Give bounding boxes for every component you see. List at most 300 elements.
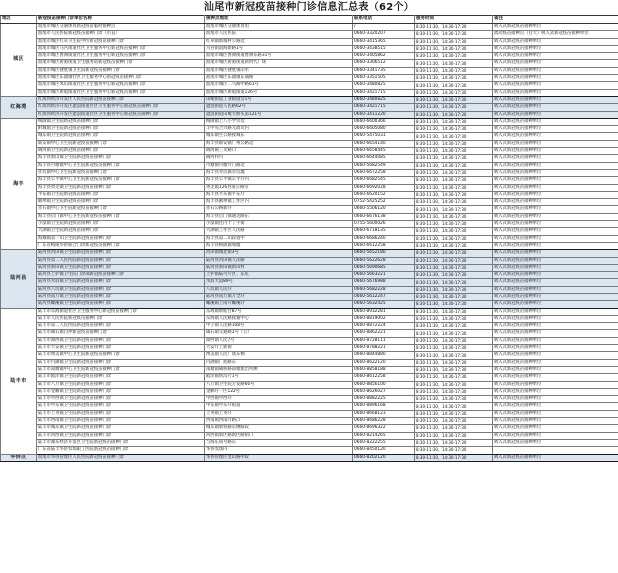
clinic-address-cell: 黄羌镇126县道公路旁 — [205, 184, 353, 191]
clinic-note-cell: 吸入式新冠疫苗接种单位 — [493, 38, 618, 45]
clinic-phone-cell: 0660-5690685 — [353, 264, 415, 271]
clinic-phone-cell: 0660-8862221 — [353, 330, 415, 337]
clinic-address-cell: 汕尾市人民医院 — [205, 31, 353, 38]
clinic-note-cell: 吸入式新冠疫苗接种单位 — [493, 24, 618, 31]
clinic-phone-cell: 0660-6658445 — [353, 148, 415, 155]
table-row — [1, 272, 618, 279]
clinic-phone-cell: 0752-5425252 — [353, 199, 415, 206]
clinic-note-cell: 吸入式新冠疫苗接种单位 — [493, 286, 618, 293]
clinic-time-cell: 8:30-11:30、14:30-17:30 — [415, 140, 493, 147]
clinic-address-cell: 华侨管理区奎山路中段 — [205, 454, 353, 461]
table-row — [1, 89, 618, 96]
clinic-phone-cell: 0660-8882225 — [353, 396, 415, 403]
clinic-time-cell: 8:30-11:30、14:30-17:30 — [415, 425, 493, 432]
clinic-time-cell: 8:30-11:30、14:30-17:30 — [415, 396, 493, 403]
table-row — [1, 301, 618, 308]
clinic-address-cell: 汕尾市城区捷胜镇山水 — [205, 67, 353, 74]
table-row — [1, 337, 618, 344]
clinic-phone-cell: 0660-8819002 — [353, 315, 415, 322]
clinic-time-cell: 8:30-11:30、14:30-17:30 — [415, 315, 493, 322]
clinic-phone-cell: 0660-3421715 — [353, 89, 415, 96]
clinic-phone-cell: 0660-8202120 — [353, 454, 415, 461]
clinic-name-cell: 广东省陆丰华侨农场职工医院新冠疫苗接种门诊 — [37, 447, 205, 454]
clinic-time-cell: 8:30-11:30、14:30-17:30 — [415, 31, 493, 38]
clinic-phone-cell: 0660-3421715 — [353, 104, 415, 111]
clinic-name-cell: 陆丰市八万镇卫生院新冠疫苗接种门诊 — [37, 381, 205, 388]
clinic-note-cell: 吸入式新冠疫苗接种单位 — [493, 111, 618, 118]
clinic-time-cell: 8:30-11:30、14:30-17:30 — [415, 235, 493, 242]
clinic-address-cell: 海丰县第二山段道中 — [205, 235, 353, 242]
clinic-time-cell: 8:30-11:30、14:30-17:30 — [415, 337, 493, 344]
clinic-name-cell: 汕尾市城区东涌镇社区卫生服务中心新冠疫苗接种门诊 — [37, 75, 205, 82]
table-row — [1, 366, 618, 373]
clinic-note-cell: 吸入式新冠疫苗接种单位 — [493, 155, 618, 162]
clinic-phone-cell: 0660-8668123 — [353, 410, 415, 417]
clinic-name-cell: 汕尾市人民医院新冠疫苗接种门诊（市直） — [37, 31, 205, 38]
clinic-phone-cell: 0755-5600026 — [353, 221, 415, 228]
clinic-phone-cell: 0660-8626027 — [353, 388, 415, 395]
clinic-time-cell: 8:30-11:30、14:30-17:30 — [415, 75, 493, 82]
clinic-time-cell: 8:30-11:30、14:30-17:30 — [415, 24, 493, 31]
clinic-time-cell: 8:30-11:30、14:30-17:30 — [415, 67, 493, 74]
clinic-time-cell: 8:30-11:30、14:30-17:30 — [415, 366, 493, 373]
clinic-time-cell: 8:30-11:30、14:30-17:30 — [415, 388, 493, 395]
clinic-address-cell: 陶河村内 — [205, 155, 353, 162]
clinic-note-cell: 吸入式新冠疫苗接种单位 — [493, 272, 618, 279]
clinic-address-cell: 东海镇新仙台87号 — [205, 308, 353, 315]
clinic-note-cell: 吸入式新冠疫苗接种单位 — [493, 323, 618, 330]
clinic-address-cell: 海丰县后门镇通达路东 — [205, 213, 353, 220]
clinic-note-cell: 吸入式新冠疫苗接种单位 — [493, 432, 618, 439]
clinic-note-cell: 吸入式新冠疫苗接种单位 — [493, 301, 618, 308]
clinic-phone-cell: 0660-3405862 — [353, 53, 415, 60]
clinic-name-cell: 海城镇第一山卫生院新冠疫苗接种门诊 — [37, 235, 205, 242]
table-row — [1, 279, 618, 286]
clinic-note-cell: 吸入式新冠疫苗接种单位 — [493, 425, 618, 432]
clinic-time-cell: 8:30-11:30、14:30-17:30 — [415, 177, 493, 184]
clinic-name-cell: 陆丰市湖东经济开发区卫生院新冠疫苗接种门诊 — [37, 439, 205, 446]
table-row — [1, 396, 618, 403]
clinic-address-cell: 陆河县南万镇万全圩 — [205, 293, 353, 300]
clinic-name-cell: 小漠镇卫生院新冠疫苗接种门诊 — [37, 221, 205, 228]
clinic-name-cell: 汕尾市城区新船街道社区卫生服务中心新冠疫苗接种门诊 — [37, 89, 205, 96]
clinic-time-cell: 8:30-11:30、14:30-17:30 — [415, 96, 493, 103]
table-row — [1, 439, 618, 446]
clinic-time-cell: 8:30-11:30、14:30-17:30 — [415, 184, 493, 191]
clinic-address-cell: 红草镇新埔村公路边 — [205, 38, 353, 45]
clinic-name-cell: 陆丰市陂洋镇卫生院新冠疫苗接种门诊 — [37, 374, 205, 381]
clinic-phone-cell: 0660-3438515 — [353, 45, 415, 52]
clinic-phone-cell: 0660-8872224 — [353, 323, 415, 330]
region-cell-海丰: 海丰 — [1, 118, 37, 249]
clinic-time-cell: 8:30-11:30、14:30-17:30 — [415, 418, 493, 425]
clinic-note-cell: 吸入式新冠疫苗接种单位 — [493, 242, 618, 249]
clinic-time-cell: 8:30-11:30、14:30-17:30 — [415, 432, 493, 439]
clinic-name-cell: 汕尾市城区交通体育新冠疫苗临时接种点 — [37, 24, 205, 31]
clinic-note-cell: 吸入式新冠疫苗接种单位 — [493, 366, 618, 373]
clinic-note-cell: 吸入式新冠疫苗接种单位 — [493, 75, 618, 82]
column-header-name: 新冠疫苗接种门诊单位名称 — [37, 16, 205, 24]
clinic-note-cell: 吸入式新冠疫苗接种单位 — [493, 89, 618, 96]
table-row — [1, 155, 618, 162]
clinic-address-cell: 城东镇新铁路东侧路段 — [205, 425, 353, 432]
clinic-name-cell: 梅陇镇卫生院新冠疫苗接种门诊 — [37, 118, 205, 125]
clinic-time-cell: 8:30-11:30、14:30-17:30 — [415, 330, 493, 337]
clinic-name-cell: 陆丰市金厢镇卫生院新冠疫苗接种门诊 — [37, 388, 205, 395]
clinic-address-cell: 西南镇西南圩路口 — [205, 418, 353, 425]
clinic-time-cell: 8:30-11:30、14:30-17:30 — [415, 53, 493, 60]
clinic-time-cell: 8:30-11:30、14:30-17:30 — [415, 206, 493, 213]
clinic-time-cell: 8:30-11:30、14:30-17:30 — [415, 439, 493, 446]
clinic-phone-cell: 0660-6612258 — [353, 242, 415, 249]
table-row — [1, 359, 618, 366]
clinic-address-cell: 大安圩上新街 — [205, 345, 353, 352]
table-row — [1, 82, 618, 89]
clinic-note-cell: 吸入式新冠疫苗接种单位 — [493, 293, 618, 300]
clinic-address-cell: 八坑镇人民圩 — [205, 286, 353, 293]
clinic-note-cell: 吸入式新冠疫苗接种单位 — [493, 45, 618, 52]
clinic-note-cell: 吸入式新冠疫苗接种单位 — [493, 53, 618, 60]
table-row — [1, 242, 618, 249]
clinic-name-cell: 陆丰市上英镇卫生院新冠疫苗接种门诊 — [37, 410, 205, 417]
table-row — [1, 425, 618, 432]
clinic-name-cell: 赤坑镇中心卫生院新冠疫苗接种门诊 — [37, 169, 205, 176]
table-row — [1, 126, 618, 133]
clinic-name-cell: 红海湾经济开发区人民医院新冠疫苗接种门诊 — [37, 96, 205, 103]
clinic-name-cell: 海丰县新山镇卫生院新冠疫苗接种门诊 — [37, 155, 205, 162]
clinic-note-cell: 吸入式新冠疫苗接种单位 — [493, 337, 618, 344]
clinic-note-cell: 吸入式新冠疫苗接种单位 — [493, 352, 618, 359]
clinic-note-cell: 吸入式新冠疫苗接种单位 — [493, 133, 618, 140]
clinic-time-cell: 8:30-11:30、14:30-17:30 — [415, 257, 493, 264]
table-row — [1, 250, 618, 257]
column-header-time: 服务时间 — [415, 16, 493, 24]
clinic-note-cell: 吸入式新冠疫苗接种单位 — [493, 228, 618, 235]
clinic-time-cell: 8:30-11:30、14:30-17:30 — [415, 162, 493, 169]
clinic-phone-cell: 0660-8728111 — [353, 337, 415, 344]
table-row — [1, 286, 618, 293]
clinic-name-cell: 广东省梅陇华侨联合门诊新冠疫苗接种门诊 — [37, 242, 205, 249]
clinic-name-cell: 陶河镇卫生院新冠疫苗接种门诊 — [37, 148, 205, 155]
clinic-time-cell: 8:30-11:30、14:30-17:30 — [415, 250, 493, 257]
table-row — [1, 67, 618, 74]
table-row — [1, 31, 618, 38]
clinic-time-cell: 8:30-11:30、14:30-17:30 — [415, 155, 493, 162]
clinic-note-cell: 吸入式新冠疫苗接种单位 — [493, 140, 618, 147]
clinic-note-cell: 吸入式新冠疫苗接种单位 — [493, 118, 618, 125]
clinic-note-cell: 吸入式新冠疫苗接种单位 — [493, 257, 618, 264]
table-row — [1, 169, 618, 176]
clinic-name-cell: 陆丰市甲东镇卫生院新冠疫苗接种门诊 — [37, 403, 205, 410]
clinic-name-cell: 红海湾经济开发区遮浪街道社区卫生服务中心新冠疫苗接种门诊 — [37, 104, 205, 111]
clinic-note-cell: 吸入式新冠疫苗接种单位 — [493, 264, 618, 271]
table-row — [1, 60, 618, 67]
clinic-address-cell: 陆河县新田镇新田村 — [205, 264, 353, 271]
table-row — [1, 162, 618, 169]
table-row — [1, 199, 618, 206]
clinic-time-cell: 8:30-11:30、14:30-17:30 — [415, 410, 493, 417]
clinic-phone-cell: 0660-8686228 — [353, 418, 415, 425]
clinic-phone-cell: 0660-6600366 — [353, 118, 415, 125]
clinic-name-cell: 鹅埠镇卫生院新冠疫苗接种门诊 — [37, 199, 205, 206]
table-row — [1, 264, 618, 271]
clinic-address-cell: 东海镇人民路接通中心 — [205, 315, 353, 322]
table-row — [1, 235, 618, 242]
clinic-address-cell: 遮浪街道田墘大桥头第121号 — [205, 111, 353, 118]
clinic-phone-cell: 0660-3480825 — [353, 96, 415, 103]
table-row — [1, 96, 618, 103]
clinic-phone-cell: 0660-8696322 — [353, 425, 415, 432]
table-row — [1, 308, 618, 315]
clinic-note-cell: 吸入式新冠疫苗接种单位 — [493, 403, 618, 410]
clinic-time-cell: 8:30-11:30、14:30-17:30 — [415, 126, 493, 133]
table-row — [1, 418, 618, 425]
clinic-note-cell: 吸入式新冠疫苗接种单位 — [493, 359, 618, 366]
clinic-phone-cell: 0660-5682549 — [353, 162, 415, 169]
clinic-note-cell: 吸入式新冠疫苗接种单位 — [493, 279, 618, 286]
clinic-time-cell: 8:30-11:30、14:30-17:30 — [415, 133, 493, 140]
clinic-phone-cell: 0660-5663221 — [353, 272, 415, 279]
clinic-time-cell: 8:30-11:30、14:30-17:30 — [415, 221, 493, 228]
table-row — [1, 221, 618, 228]
clinic-name-cell: 陆丰市第二人民医院新冠疫苗接种门诊 — [37, 323, 205, 330]
clinic-note-cell: 吸入式新冠疫苗接种单位 — [493, 250, 618, 257]
table-row — [1, 315, 618, 322]
clinic-phone-cell: 0660-8214265 — [353, 432, 415, 439]
clinic-name-cell: 陆丰市人民医院新冠疫苗接种门诊 — [37, 315, 205, 322]
clinic-phone-cell: 0660-3341735 — [353, 67, 415, 74]
table-row — [1, 257, 618, 264]
clinic-name-cell: 海丰县后门镇中心卫生院新冠疫苗接种门诊 — [37, 213, 205, 220]
table-row — [1, 38, 618, 45]
table-row — [1, 148, 618, 155]
clinic-phone-cell: 0660-6654140 — [353, 140, 415, 147]
region-cell-陆丰市: 陆丰市 — [1, 308, 37, 454]
table-row — [1, 454, 618, 461]
table-body — [1, 24, 618, 462]
clinic-name-cell: 汕尾市城区香洲街道社区卫生服务中心新冠疫苗接种门诊 — [37, 53, 205, 60]
clinic-note-cell — [493, 447, 618, 454]
clinic-address-cell: 汕尾市城区二马路中路61号 — [205, 82, 353, 89]
clinic-name-cell: 汕尾市城区马宫街道社区卫生服务中心新冠疫苗接种门诊 — [37, 45, 205, 52]
table-row — [1, 374, 618, 381]
table-row — [1, 293, 618, 300]
table-row — [1, 330, 618, 337]
clinic-time-cell: 8:30-11:30、14:30-17:30 — [415, 374, 493, 381]
clinic-note-cell: 吸入式新冠疫苗接种单位 — [493, 235, 618, 242]
clinic-time-cell: 8:30-11:30、14:30-17:30 — [415, 352, 493, 359]
column-header-note: 备注 — [493, 16, 618, 24]
table-row — [1, 388, 618, 395]
region-cell-华侨区: 华侨区 — [1, 454, 37, 461]
clinic-address-cell: 南塘镇碣桥路南塘派出所侧 — [205, 366, 353, 373]
clinic-time-cell: 8:30-11:30、14:30-17:30 — [415, 45, 493, 52]
clinic-phone-cell: 0660-8788221 — [353, 345, 415, 352]
clinic-note-cell: 吸入式新冠疫苗接种单位 — [493, 206, 618, 213]
clinic-name-cell: 陆丰市大安镇卫生院新冠疫苗接种门诊 — [37, 345, 205, 352]
clinic-note-cell: 吸入式新冠疫苗接种单位 — [493, 308, 618, 315]
clinic-name-cell: 城东镇卫生院新冠疫苗接种门诊 — [37, 133, 205, 140]
clinic-time-cell: 8:30-11:30、14:30-17:30 — [415, 286, 493, 293]
table-row — [1, 184, 618, 191]
clinic-time-cell: 8:30-11:30、14:30-17:30 — [415, 345, 493, 352]
clinic-address-cell: 上英镇上英圩 — [205, 410, 353, 417]
clinic-phone-cell: 0660-5612247 — [353, 293, 415, 300]
clinic-address-cell: 汕尾市城区香洲街道香洲东路31号 — [205, 53, 353, 60]
table-row — [1, 53, 618, 60]
clinic-phone-cell: 0660-6620152 — [353, 191, 415, 198]
clinic-phone-cell: 0660-6605080 — [353, 126, 415, 133]
clinic-phone-cell: / — [353, 24, 415, 31]
table-row — [1, 45, 618, 52]
clinic-time-cell: 8:30-11:30、14:30-17:30 — [415, 359, 493, 366]
table-row — [1, 111, 618, 118]
clinic-time-cell: 8:30-11:30、14:30-17:30 — [415, 60, 493, 67]
clinic-time-cell: 8:30-11:30、14:30-17:30 — [415, 213, 493, 220]
clinic-phone-cell: 0660-5676988 — [353, 279, 415, 286]
clinic-phone-cell: 0660-5632425 — [353, 301, 415, 308]
clinic-address-cell: 陂洋镇铁沟片1号 — [205, 374, 353, 381]
clinic-time-cell: 8:30-11:30、14:30-17:30 — [415, 118, 493, 125]
clinic-note-cell: 流动疫苗接种点（白天）吸入式新冠疫苗接种单位 — [493, 31, 618, 38]
clinic-address-cell: 海丰县鹅埠镇工作区内 — [205, 199, 353, 206]
clinic-address-cell: 遮浪街道人民路62号 — [205, 104, 353, 111]
table-row — [1, 24, 618, 31]
clinic-note-cell: 吸入式新冠疫苗接种单位 — [493, 396, 618, 403]
clinic-time-cell: 8:30-11:30、14:30-17:30 — [415, 242, 493, 249]
table-row — [1, 75, 618, 82]
clinic-note-cell: 吸入式新冠疫苗接种单位 — [493, 162, 618, 169]
clinic-name-cell: 汕尾市城区红草卫生院中医新冠疫苗接种门诊 — [37, 38, 205, 45]
table-row — [1, 323, 618, 330]
table-row — [1, 177, 618, 184]
clinic-phone-cell: 0660-8612258 — [353, 374, 415, 381]
clinic-name-cell: 海丰县可塘镇中心卫生院新冠疫苗接种门诊 — [37, 162, 205, 169]
vaccination-clinics-table — [0, 15, 618, 462]
table-row — [1, 206, 618, 213]
clinic-note-cell: 吸入式新冠疫苗接种单位 — [493, 315, 618, 322]
clinic-note-cell: 吸入式新冠疫苗接种单位 — [493, 221, 618, 228]
table-row — [1, 381, 618, 388]
table-header — [1, 16, 618, 24]
column-header-region: 地区 — [1, 16, 37, 24]
clinic-phone-cell: 0660-5682228 — [353, 286, 415, 293]
clinic-time-cell: 8:30-11:30、14:30-17:30 — [415, 191, 493, 198]
clinic-address-cell: 上护镇陆可片区、东坑 — [205, 272, 353, 279]
clinic-name-cell: 陆河县新田镇卫生院新冠疫苗接种门诊 — [37, 264, 205, 271]
clinic-phone-cell: 0660-6676138 — [353, 213, 415, 220]
clinic-phone-cell: 0660-5652180 — [353, 250, 415, 257]
clinic-name-cell: 海丰县黄羌镇卫生院新冠疫苗接种门诊 — [37, 184, 205, 191]
clinic-time-cell: 8:30-11:30、14:30-17:30 — [415, 447, 493, 454]
clinic-time-cell: 8:30-11:30、14:30-17:30 — [415, 89, 493, 96]
clinic-name-cell: 陆丰市南塘镇中心卫生院新冠疫苗接种门诊 — [37, 366, 205, 373]
clinic-name-cell: 陆河县八坑镇卫生院新冠疫苗接种门诊 — [37, 286, 205, 293]
clinic-name-cell: 平东镇卫生院新冠疫苗接种门诊 — [37, 191, 205, 198]
clinic-note-cell: 吸入式新冠疫苗接种单位 — [493, 96, 618, 103]
clinic-note-cell: 吸入式新冠疫苗接种单位 — [493, 381, 618, 388]
clinic-address-cell: 田墘街道工业街园会1号 — [205, 96, 353, 103]
table-row — [1, 447, 618, 454]
clinic-name-cell: 陆河县上护镇卫生院门诊部新冠疫苗接种门诊 — [37, 272, 205, 279]
clinic-note-cell: 吸入式新冠疫苗接种单位 — [493, 177, 618, 184]
clinic-phone-cell: 0660-5475031 — [353, 133, 415, 140]
clinic-name-cell: 陆丰市东海街道社区卫生服务中心新冠疫苗接种门诊 — [37, 308, 205, 315]
clinic-address-cell: 城东镇生公路接城东 — [205, 133, 353, 140]
clinic-name-cell: 陆丰市甲西镇卫生院新冠疫苗接种门诊 — [37, 396, 205, 403]
clinic-name-cell: 陆河县第二人民医院新冠疫苗接种门诊 — [37, 257, 205, 264]
header-row — [1, 16, 618, 24]
clinic-address-cell: 河西镇新区路新区路街口 — [205, 432, 353, 439]
clinic-note-cell: 吸入式新冠疫苗接种单位 — [493, 191, 618, 198]
clinic-note-cell: 吸入式新冠疫苗接种单位 — [493, 184, 618, 191]
clinic-note-cell: 吸入式新冠疫苗接种单位 — [493, 169, 618, 176]
clinic-address-cell: 博美镇人民广场东侧 — [205, 352, 353, 359]
clinic-note-cell: 吸入式新冠疫苗接种单位 — [493, 454, 618, 461]
clinic-phone-cell: 0660-5622628 — [353, 257, 415, 264]
clinic-phone-cell: 0660-5506120 — [353, 206, 415, 213]
clinic-note-cell: 吸入式新冠疫苗接种单位 — [493, 148, 618, 155]
table-row — [1, 118, 618, 125]
clinic-address-cell: 陶河镇三叉路口 — [205, 148, 353, 155]
clinic-phone-cell: 0660-8222255 — [353, 439, 415, 446]
clinic-time-cell: 8:30-11:30、14:30-17:30 — [415, 228, 493, 235]
page-title: 汕尾市新冠疫苗接种门诊信息汇总表（62个） — [203, 2, 415, 13]
clinic-time-cell: 8:30-11:30、14:30-17:30 — [415, 272, 493, 279]
table-row — [1, 345, 618, 352]
clinic-address-cell: 汕尾市城区东涌镇东涌路 — [205, 75, 353, 82]
clinic-time-cell: 8:30-11:30、14:30-17:30 — [415, 403, 493, 410]
clinic-address-cell: 金厢圩一区122号 — [205, 388, 353, 395]
clinic-name-cell: 汕尾市城区新港街道卫生服务站新冠疫苗接种门诊 — [37, 60, 205, 67]
clinic-name-cell: 陆丰市河西镇卫生院新冠疫苗接种门诊 — [37, 432, 205, 439]
clinic-phone-cell: 0660-6672258 — [353, 169, 415, 176]
clinic-address-cell: 八万镇卫生院万安路66号 — [205, 381, 353, 388]
clinic-time-cell: 8:30-11:30、14:30-17:30 — [415, 301, 493, 308]
clinic-name-cell: 陆丰市西南镇卫生院新冠疫苗接种门诊 — [37, 418, 205, 425]
clinic-note-cell: 吸入式新冠疫苗接种单位 — [493, 104, 618, 111]
clinic-address-cell: 螺溪镇上南片螺溪圩 — [205, 301, 353, 308]
table-row — [1, 432, 618, 439]
clinic-name-cell: 陆丰市城东镇卫生院新冠疫苗接种门诊 — [37, 425, 205, 432]
clinic-phone-cell: 0660-3351505 — [353, 75, 415, 82]
clinic-phone-cell: 0660-8622120 — [353, 359, 415, 366]
column-header-address: 接种点地址 — [205, 16, 353, 24]
clinic-phone-cell: 0660-3306512 — [353, 60, 415, 67]
clinic-phone-cell: 0660-6682545 — [353, 177, 415, 184]
clinic-phone-cell: 0660-8932281 — [353, 308, 415, 315]
clinic-name-cell: 陆丰市博美镇中心卫生院新冠疫苗接种门诊 — [37, 352, 205, 359]
clinic-name-cell: 汕尾市城区凤山街道社区卫生服务中心新冠疫苗接种门诊 — [37, 82, 205, 89]
clinic-note-cell: 吸入式新冠疫苗接种单位 — [493, 345, 618, 352]
clinic-time-cell: 8:30-11:30、14:30-17:30 — [415, 308, 493, 315]
region-cell-红海湾: 红海湾 — [1, 96, 37, 118]
clinic-name-cell: 附城镇卫生院新冠疫苗接种门诊 — [37, 126, 205, 133]
clinic-name-cell: 汕尾市华侨管理区人民医院新冠疫苗接种门诊 — [37, 454, 205, 461]
clinic-phone-cell: 0660-3411220 — [353, 111, 415, 118]
clinic-note-cell: 吸入式新冠疫苗接种单位 — [493, 418, 618, 425]
clinic-address-cell: 海丰县赤坑镇赤坑墟 — [205, 169, 353, 176]
clinic-address-cell: 华侨农场内 — [205, 447, 353, 454]
clinic-phone-cell: 0660-6686240 — [353, 235, 415, 242]
clinic-address-cell: 甲东镇甲东圩街道 — [205, 403, 353, 410]
clinic-time-cell: 8:30-11:30、14:30-17:30 — [415, 82, 493, 89]
clinic-phone-cell: 0660-6644085 — [353, 155, 415, 162]
clinic-time-cell: 8:30-11:30、14:30-17:30 — [415, 279, 493, 286]
clinic-time-cell: 8:30-11:30、14:30-17:30 — [415, 169, 493, 176]
clinic-address-cell: 丰中见合兴路元政司内 — [205, 126, 353, 133]
clinic-name-cell: 联安镇中心卫生院新冠疫苗接种门诊 — [37, 140, 205, 147]
